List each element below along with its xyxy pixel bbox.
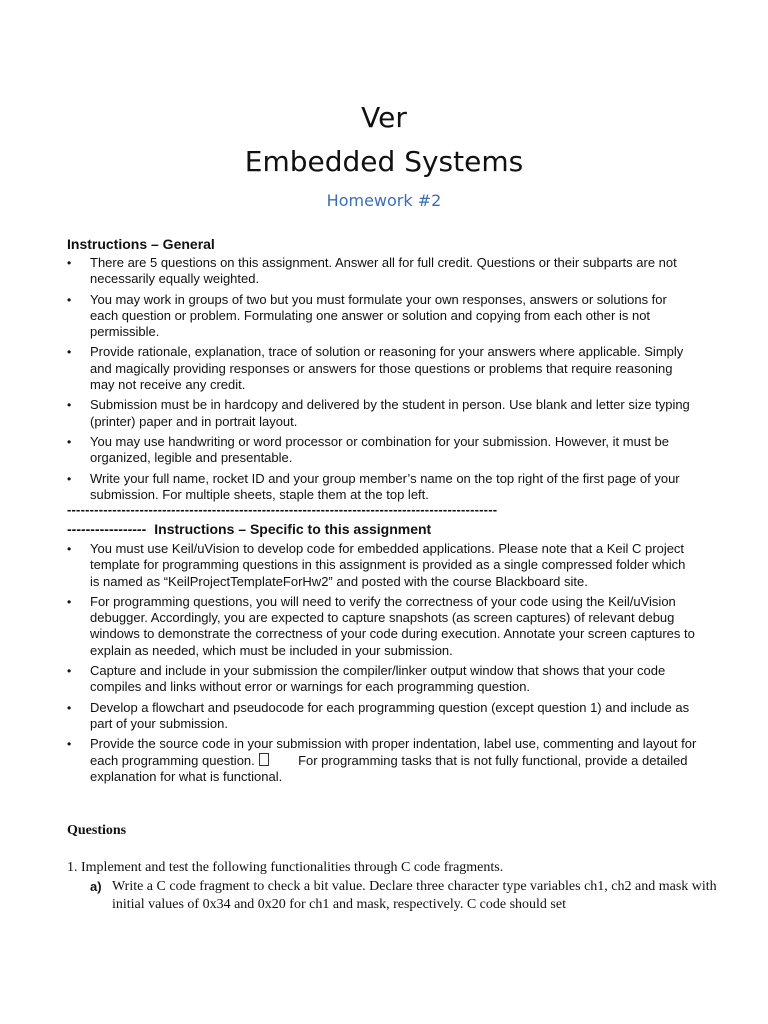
list-item-text: For programming tasks that is not fully functional, provide a detailed explanation for what is functional. xyxy=(90,752,688,784)
list-item: • Write your full name, rocket ID and your group member’s name on the top right of the first page of your submission. For multiple sheets, staple them at the top left. xyxy=(67,471,697,504)
question-1a-label: a) xyxy=(90,879,102,894)
list-item: • You may work in groups of two but you must formulate your own responses, answers or solutions for each question or problem. Formulating one answer or solution and copying from each other is not permissible. xyxy=(67,292,697,341)
missing-glyph-icon xyxy=(259,753,269,766)
list-item: • For programming questions, you will need to verify the correctness of your code using the Keil/uVision debugger. Accordingly, you are expected to capture snapshots (as screen captures) of relevant debug windows to demonstrate the correctness of your code during execution. Annotate your screen captures to explain as needed, which must be included in your submission. xyxy=(67,594,697,659)
question-1a-text: Write a C code fragment to check a bit value. Declare three character type variables ch1, ch2 and mask with initial values of 0x34 and 0x20 for ch1 and mask, respectively. C code should set xyxy=(112,879,717,912)
general-instructions-heading: Instructions – General xyxy=(67,236,215,252)
specific-instructions-heading: Instructions – Specific to this assignment xyxy=(154,521,432,537)
header-line: Ver xyxy=(361,101,407,134)
list-item-text: Provide the source code in your submission with proper indentation, label use, commenting and layout for each programming question. xyxy=(90,736,697,768)
list-item: • Provide rationale, explanation, trace of solution or reasoning for your answers where applicable. Simply and magically providing responses or answers for those questions or problems that require reasoning may not receive any credit. xyxy=(67,344,697,393)
general-instructions-list xyxy=(67,255,697,507)
list-item xyxy=(67,736,697,785)
list-item: • You must use Keil/uVision to develop code for embedded applications. Please note that a Keil C project template for programming questions in this assignment is provided as a single compressed folder which is named as “KeilProjectTemplateForHw2” and posted with the course Blackboard site. xyxy=(67,541,697,590)
specific-instructions-heading-row xyxy=(67,521,431,538)
list-item: • Submission must be in hardcopy and delivered by the student in person. Use blank and letter size typing (printer) paper and in portrait layout. xyxy=(67,397,697,430)
list-item: • Capture and include in your submission the compiler/linker output window that shows that your code compiles and links without error or warnings for each programming question. xyxy=(67,663,697,696)
list-item: • You may use handwriting or word processor or combination for your submission. However, it must be organized, legible and presentable. xyxy=(67,434,697,467)
list-item: • There are 5 questions on this assignment. Answer all for full credit. Questions or their subparts are not necessarily equally weighted. xyxy=(67,255,697,288)
separator-prefix: ----------------- xyxy=(67,521,147,537)
document-subtitle: Homework #2 xyxy=(326,191,442,210)
specific-instructions-list xyxy=(67,541,697,789)
question-1a xyxy=(90,878,730,914)
question-1: 1. Implement and test the following functionalities through C code fragments. xyxy=(67,860,504,875)
separator-line: ----------------------------------------------------------------------------------------------- xyxy=(67,503,498,517)
list-item: • Develop a flowchart and pseudocode for each programming question (except question 1) and include as part of your submission. xyxy=(67,700,697,733)
questions-heading: Questions xyxy=(67,823,127,838)
document-title: Embedded Systems xyxy=(244,145,524,178)
